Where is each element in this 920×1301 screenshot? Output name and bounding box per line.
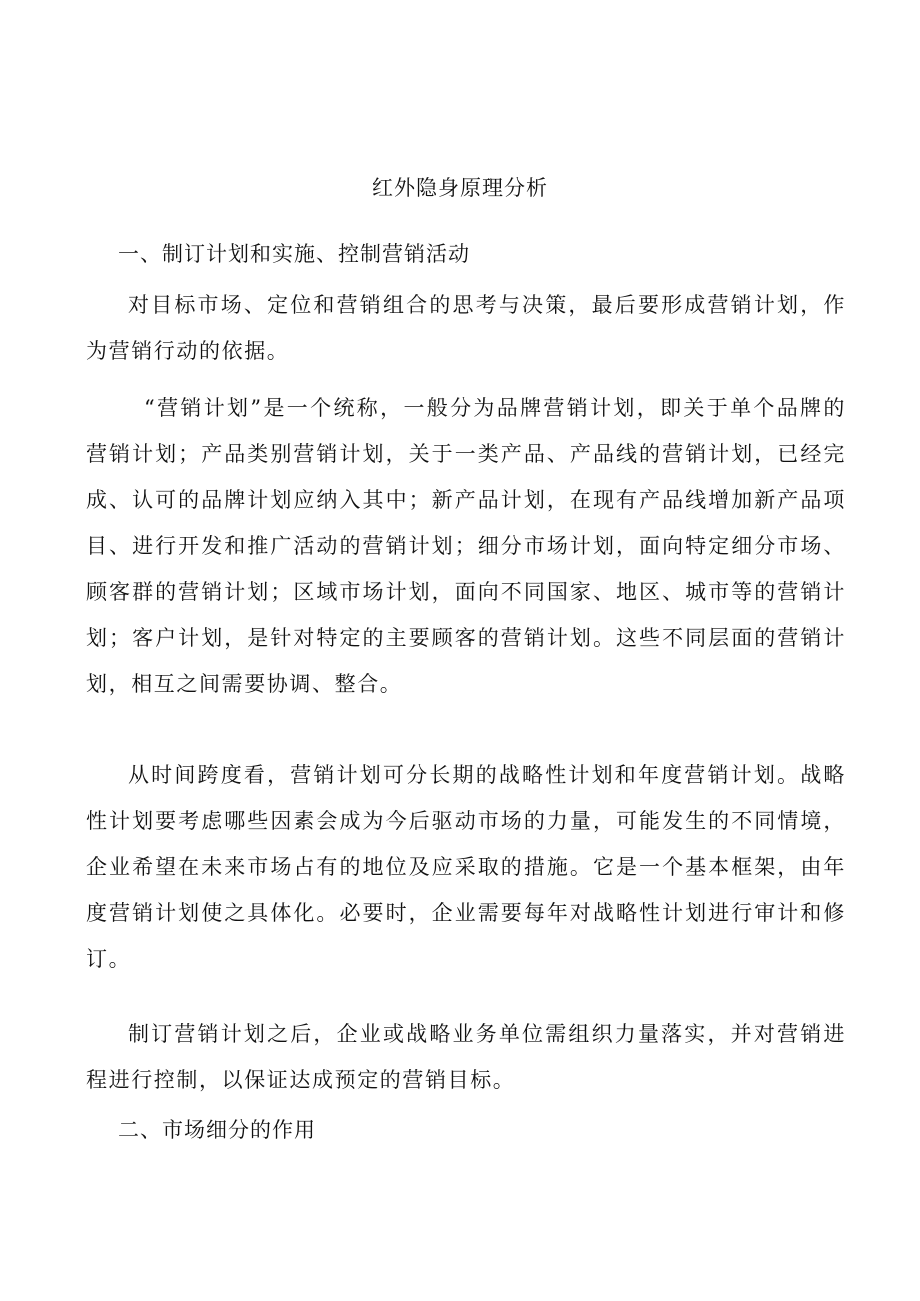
paragraph-1: 对目标市场、定位和营销组合的思考与决策，最后要形成营销计划，作为营销行动的依据。	[86, 293, 846, 363]
paragraph-4: 制订营销计划之后，企业或战略业务单位需组织力量落实，并对营销进程进行控制，以保证达成预定的营销目标。	[86, 1022, 846, 1092]
document-title: 红外隐身原理分析	[372, 176, 548, 200]
paragraph-2: “营销计划”是一个统称，一般分为品牌营销计划，即关于单个品牌的营销计划；产品类别营销计划，关于一类产品、产品线的营销计划，已经完成、认可的品牌计划应纳入其中；新产品计划，在现有产品线增加新产品项目、进行开发和推广活动的营销计划；细分市场计划，面向特定细分市场、顾客群的营销计划；区域市场计划，面向不同国家、地区、城市等的营销计划；客户计划，是针对特定的主要顾客的营销计划。这些不同层面的营销计划，相互之间需要协调、整合。	[86, 396, 846, 696]
paragraph-3: 从时间跨度看，营销计划可分长期的战略性计划和年度营销计划。战略性计划要考虑哪些因素会成为今后驱动市场的力量，可能发生的不同情境，企业希望在未来市场占有的地位及应采取的措施。它是一个基本框架，由年度营销计划使之具体化。必要时，企业需要每年对战略性计划进行审计和修订。	[86, 763, 846, 971]
section-heading-2: 二、市场细分的作用	[118, 1118, 316, 1142]
section-heading-1: 一、制订计划和实施、控制营销活动	[118, 242, 470, 266]
